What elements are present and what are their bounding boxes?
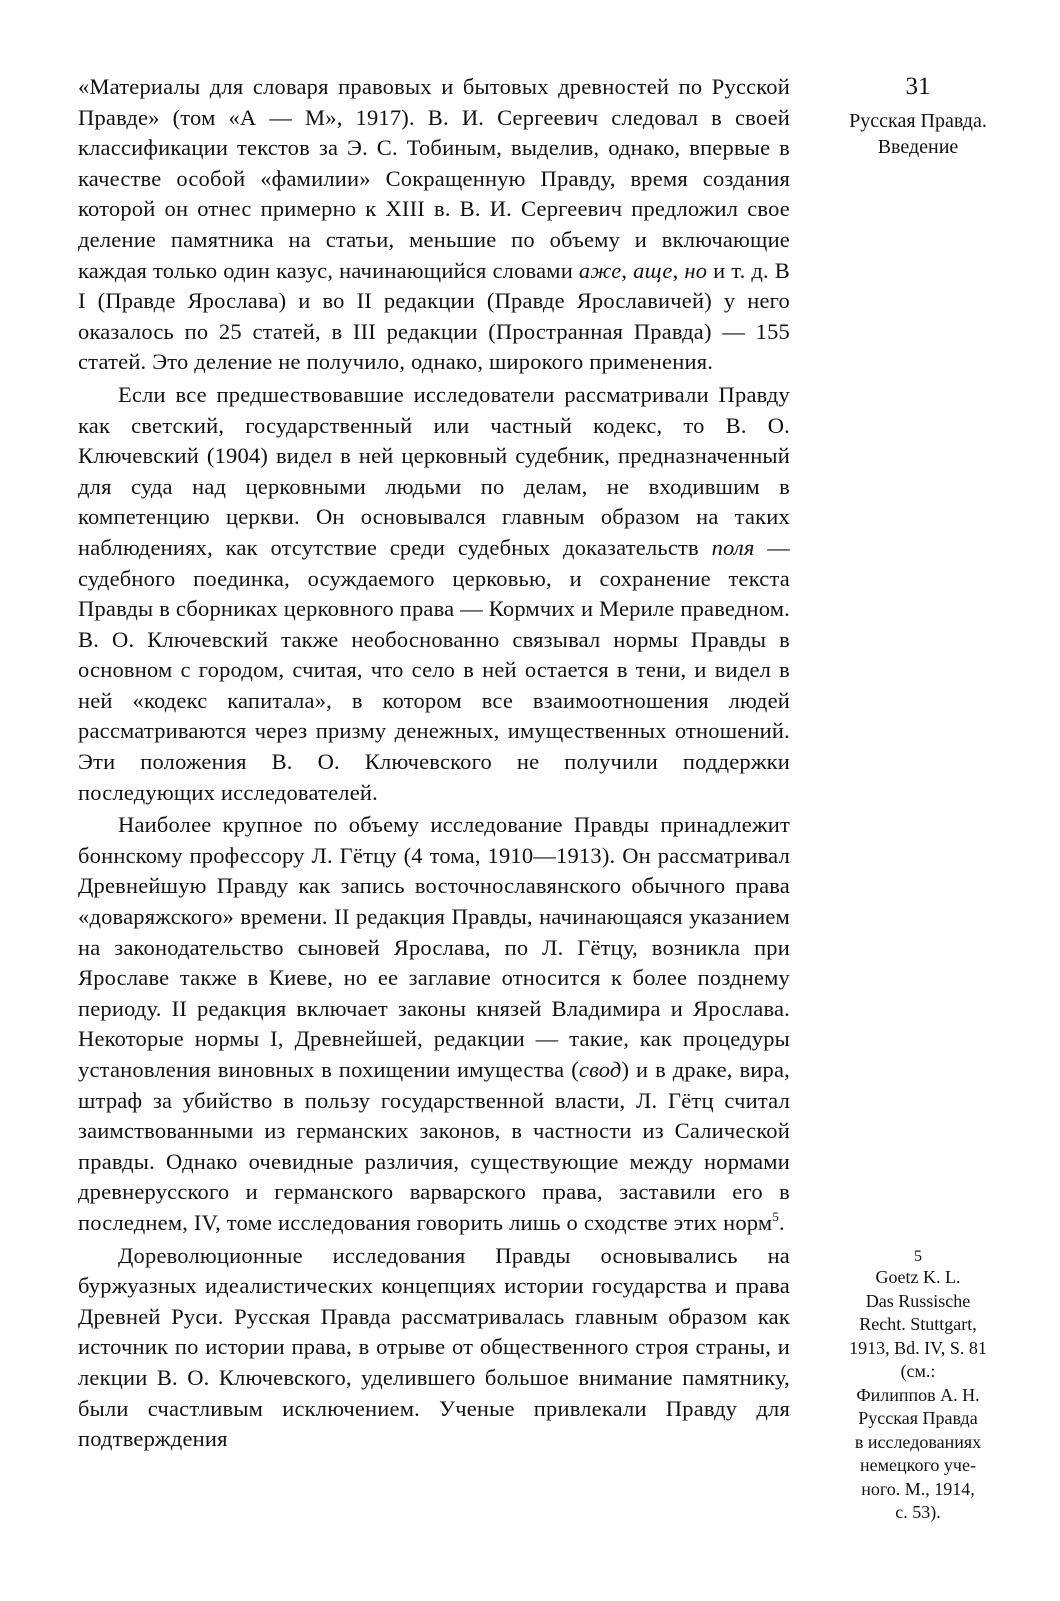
footnote-line: 1913, Bd. IV, S. 81 [849, 1337, 987, 1358]
footnote-line: Русская Правда [858, 1408, 978, 1428]
footnote-mark: 5 [914, 1248, 922, 1265]
footnote-line: Das Russische [865, 1290, 971, 1311]
text-run: , [672, 257, 685, 283]
text-run: ) и в драке, вира, штраф за убийство в пользу государственной власти, Л. Гётц считал заимствованными из германских законов, в частности из Салической правды. Однако очевидные различия, существующие между нормами древнерусского и германского варварского права, заставили его в последнем, IV, томе исследования говорить лишь о сходстве этих норм [78, 1057, 790, 1235]
footnote-line: Goetz K. L. [875, 1267, 961, 1287]
footnote-line: немецкого уче- [860, 1455, 976, 1475]
text-run: , [621, 257, 634, 283]
paragraph-1 [78, 72, 790, 378]
footnote-line: (см.: [900, 1361, 936, 1381]
italic-term: свод [578, 1057, 622, 1082]
paragraph-3 [78, 810, 790, 1238]
paragraph-4 [78, 1241, 790, 1455]
text-run: «Материалы для словаря правовых и бытовых древностей по Русской Правде» (том «А — М», 1917). В. И. Сергеевич следовал в своей классификации текстов за Э. С. Тобиным, выделив, однако, впервые в качестве особой «фамилии» Сокращенную Правду, время создания которой он отнес примерно к XIII в. В. И. Сергеевич предложил свое деление памятника на статьи, меньшие по объему и включающие каждая только один казус, начинающийся словами [78, 74, 790, 283]
footnote-line: с. 53). [895, 1502, 941, 1522]
italic-term: но [684, 257, 708, 283]
footnote-line: в исследованиях [854, 1431, 982, 1452]
running-head-line-2: Введение [877, 136, 959, 158]
paragraph-2 [78, 380, 790, 808]
italic-term: аще [633, 257, 673, 283]
text-run: Дореволюционные исследования Правды основывались на буржуазных идеалистических концепциях истории государства и права Древней Руси. Русская Правда рассматривалась главным образом как источник по истории права, в отрыве от общественного строя страны, и лекции В. О. Ключевского, уделившего большое внимание памятнику, были счастливым исключением. Ученые привлекали Правду для подтверждения [78, 1242, 790, 1452]
footnote-line: Филиппов А. Н. [856, 1384, 980, 1405]
footnote-line: Recht. Stuttgart, [859, 1314, 977, 1334]
footnote-lines [818, 1266, 1018, 1525]
footnote-line: ного. М., 1914, [861, 1478, 975, 1499]
text-run: Наиболее крупное по объему исследование Правды принадлежит боннскому профессору Л. Гётцу (4 тома, 1910—1913). Он рассматривал Древнейшую Правду как запись восточнославянского обычного права «доваряжского» времени. II редакция Правды, начинающаяся указанием на законодательство сыновей Ярослава, по Л. Гётцу, возникла при Ярославе также в Киеве, но ее заглавие относится к более позднему периоду. II редакция включает законы князей Владимира и Ярослава. Некоторые нормы I, Древнейшей, редакции — такие, как процедуры установления виновных в похищении имущества ( [78, 812, 790, 1082]
text-run: . [779, 1209, 785, 1235]
italic-term: поля [711, 534, 755, 560]
italic-term: аже [578, 257, 622, 283]
footnote [818, 1248, 1018, 1525]
footnote-reference: 5 [772, 1208, 780, 1224]
text-run: Если все предшествовавшие исследователи рассматривали Правду как светский, государственный или частный кодекс, то В. О. Ключевский (1904) видел в ней церковный судебник, предназначенный для суда над церковными людьми по делам, не входившим в компетенцию церкви. Он основывался главным образом на таких наблюдениях, как отсутствие среди судебных доказательств [78, 381, 790, 560]
main-text-column [78, 72, 790, 1455]
text-run: и т. д. В I (Правде Ярослава) и во II редакции (Правде Ярославичей) у него оказалось по 25 статей, в III редакции (Пространная Правда) — 155 статей. Это деление не получило, однако, широкого применения. [78, 257, 791, 375]
text-run: — судебного поединка, осуждаемого церковью, и сохранение текста Правды в сборниках церковного права — Кормчих и Мериле праведном. В. О. Ключевский также необоснованно связывал нормы Правды в основном с городом, считая, что село в ней остается в тени, и видел в ней «кодекс капитала», в котором все взаимоотношения людей рассматриваются через призму денежных, имущественных отношений. Эти положения В. О. Ключевского не получили поддержки последующих исследователей. [78, 534, 790, 805]
page-number: 31 [905, 73, 931, 100]
running-head-line-1: Русская Правда. [849, 110, 987, 132]
running-head [818, 108, 1018, 160]
